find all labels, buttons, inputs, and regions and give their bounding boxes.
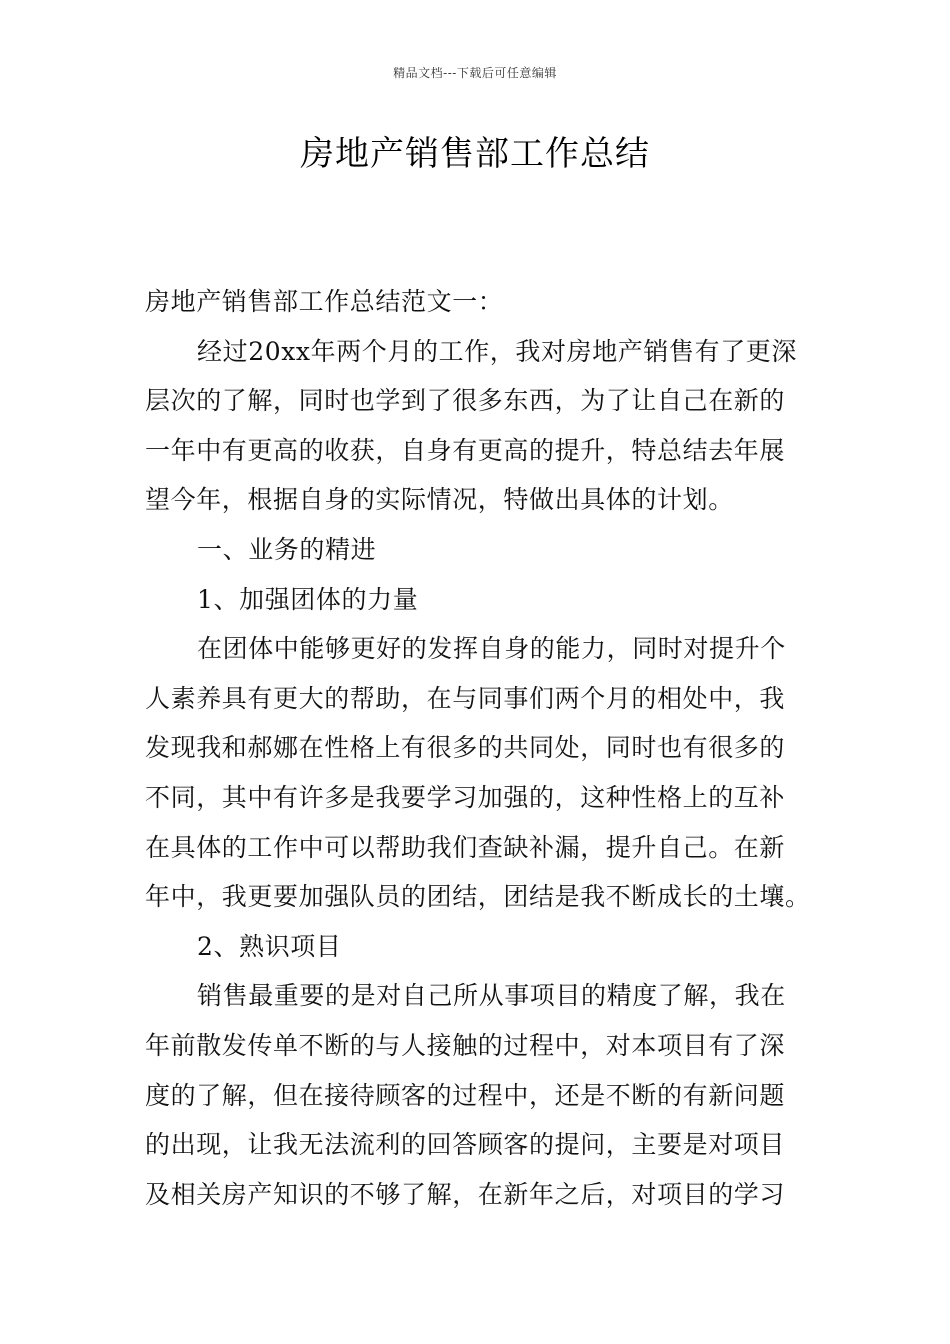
paragraph-line: 望今年，根据自身的实际情况，特做出具体的计划。 (145, 485, 734, 515)
paragraph-line: 不同，其中有许多是我要学习加强的，这种性格上的互补 (145, 782, 786, 812)
header-note: 精品文档---下载后可任意编辑 (393, 66, 557, 80)
paragraph-line: 在具体的工作中可以帮助我们查缺补漏，提升自己。在新 (145, 832, 786, 862)
paragraph-line: 年前散发传单不断的与人接触的过程中，对本项目有了深 (145, 1030, 786, 1060)
subsection-heading: 2、熟识项目 (197, 931, 342, 961)
paragraph-line: 的出现，让我无法流利的回答顾客的提问，主要是对项目 (145, 1130, 786, 1160)
paragraph-line: 年中，我更要加强队员的团结，团结是我不断成长的土壤。 (145, 882, 811, 912)
document-title: 房地产销售部工作总结 (300, 134, 650, 174)
subsection-heading: 1、加强团体的力量 (197, 584, 419, 614)
paragraph-line: 及相关房产知识的不够了解，在新年之后，对项目的学习 (145, 1179, 786, 1209)
paragraph-line: 经过20xx年两个月的工作，我对房地产销售有了更深 (197, 336, 798, 366)
paragraph-line: 人素养具有更大的帮助，在与同事们两个月的相处中，我 (145, 683, 786, 713)
paragraph-line: 层次的了解，同时也学到了很多东西，为了让自己在新的 (145, 386, 786, 416)
paragraph-line: 销售最重要的是对自己所从事项目的精度了解，我在 (197, 981, 786, 1011)
paragraph-heading: 房地产销售部工作总结范文一： (145, 287, 504, 316)
paragraph-line: 发现我和郝娜在性格上有很多的共同处，同时也有很多的 (145, 733, 786, 763)
paragraph-line: 一年中有更高的收获，自身有更高的提升，特总结去年展 (145, 435, 786, 465)
paragraph-line: 在团体中能够更好的发挥自身的能力，同时对提升个 (197, 634, 786, 664)
paragraph-line: 度的了解，但在接待顾客的过程中，还是不断的有新问题 (145, 1080, 786, 1110)
section-heading: 一、业务的精进 (197, 534, 377, 564)
document-body (145, 277, 811, 1219)
